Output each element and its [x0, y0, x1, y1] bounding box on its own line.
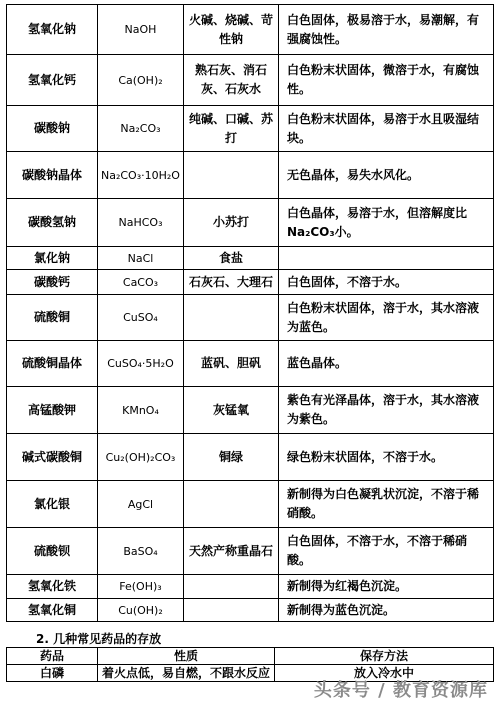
storage-header-row: [7, 648, 494, 665]
chemical-formula: BaSO₄: [98, 528, 184, 575]
table-row: [7, 528, 494, 575]
chemical-name: 高锰酸钾: [7, 387, 98, 434]
chemical-name: 碳酸钙: [7, 270, 98, 295]
properties: 新制得为红褐色沉淀。: [278, 575, 493, 599]
chemical-formula: Ca(OH)₂: [98, 55, 184, 106]
chemical-formula: Cu₂(OH)₂CO₃: [98, 434, 184, 481]
table-row: [7, 270, 494, 295]
properties: 新制得为蓝色沉淀。: [278, 599, 493, 622]
properties: [278, 247, 493, 270]
chemical-name: 氯化银: [7, 481, 98, 528]
chemical-name: 氢氧化钠: [7, 5, 98, 55]
table-row: [7, 434, 494, 481]
common-name: [183, 575, 278, 599]
chemical-name: 氢氧化铜: [7, 599, 98, 622]
common-name: 纯碱、口碱、苏打: [183, 106, 278, 152]
table-row: [7, 152, 494, 199]
common-name: [183, 481, 278, 528]
properties: 白色粉末状固体，溶于水，其水溶液为蓝色。: [278, 295, 493, 341]
table-row: [7, 295, 494, 341]
chemical-name: 硫酸铜晶体: [7, 341, 98, 387]
common-name: 天然产称重晶石: [183, 528, 278, 575]
common-name: 熟石灰、消石灰、石灰水: [183, 55, 278, 106]
chemical-formula: CuSO₄·5H₂O: [98, 341, 184, 387]
chemical-formula: KMnO₄: [98, 387, 184, 434]
watermark: 头条号 / 教育资源库: [313, 680, 488, 701]
chemical-formula: AgCl: [98, 481, 184, 528]
chemical-formula: Cu(OH)₂: [98, 599, 184, 622]
table-row: [7, 387, 494, 434]
chemical-formula: Na₂CO₃: [98, 106, 184, 152]
common-name: [183, 152, 278, 199]
table-row: [7, 55, 494, 106]
chemical-name: 氯化钠: [7, 247, 98, 270]
chemical-name: 硫酸铜: [7, 295, 98, 341]
table-row: [7, 341, 494, 387]
properties: 白色固体，不溶于水。: [278, 270, 493, 295]
properties: 白色粉末状固体，微溶于水，有腐蚀性。: [278, 55, 493, 106]
properties: 紫色有光泽晶体，溶于水，其水溶液为紫色。: [278, 387, 493, 434]
chemical-formula: NaHCO₃: [98, 199, 184, 247]
table-row: [7, 575, 494, 599]
properties: 蓝色晶体。: [278, 341, 493, 387]
properties: 无色晶体，易失水风化。: [278, 152, 493, 199]
common-name: 火碱、烧碱、苛性钠: [183, 5, 278, 55]
table-row: [7, 481, 494, 528]
storage-property: 着火点低，易自燃，不跟水反应: [98, 665, 275, 682]
header-storage-method: 保存方法: [275, 648, 494, 665]
properties: 白色固体，不溶于水，不溶于稀硝酸。: [278, 528, 493, 575]
chemical-formula: Fe(OH)₃: [98, 575, 184, 599]
chemical-formula: CuSO₄: [98, 295, 184, 341]
chemical-formula: Na₂CO₃·10H₂O: [98, 152, 184, 199]
common-name: 食盐: [183, 247, 278, 270]
chemical-name: 碳酸钠: [7, 106, 98, 152]
properties: 绿色粉末状固体，不溶于水。: [278, 434, 493, 481]
chemical-name: 碳酸钠晶体: [7, 152, 98, 199]
chemical-name: 硫酸钡: [7, 528, 98, 575]
header-property: 性质: [98, 648, 275, 665]
common-name: [183, 295, 278, 341]
table-row: [7, 106, 494, 152]
chemical-formula: NaCl: [98, 247, 184, 270]
table-row: [7, 599, 494, 622]
properties: 白色晶体，易溶于水，但溶解度比Na₂CO₃小。: [278, 199, 493, 247]
chemical-formula: CaCO₃: [98, 270, 184, 295]
storage-drug: 白磷: [7, 665, 98, 682]
header-drug: 药品: [7, 648, 98, 665]
chemical-name: 碳酸氢钠: [7, 199, 98, 247]
chemical-name: 氢氧化铁: [7, 575, 98, 599]
properties: 新制得为白色凝乳状沉淀，不溶于稀硝酸。: [278, 481, 493, 528]
properties: 白色固体，极易溶于水，易潮解，有强腐蚀性。: [278, 5, 493, 55]
table-row: [7, 199, 494, 247]
common-name: 蓝矾、胆矾: [183, 341, 278, 387]
table-row: [7, 5, 494, 55]
storage-method: 放入冷水中: [275, 665, 494, 682]
chemicals-table: [6, 4, 494, 622]
section-title: 2. 几种常见药品的存放: [36, 632, 162, 646]
common-name: 小苏打: [183, 199, 278, 247]
chemical-name: 碱式碳酸铜: [7, 434, 98, 481]
chemical-formula: NaOH: [98, 5, 184, 55]
common-name: 石灰石、大理石: [183, 270, 278, 295]
common-name: 灰锰氧: [183, 387, 278, 434]
chemical-name: 氢氧化钙: [7, 55, 98, 106]
common-name: 铜绿: [183, 434, 278, 481]
common-name: [183, 599, 278, 622]
table-row: [7, 247, 494, 270]
properties: 白色粉末状固体，易溶于水且吸湿结块。: [278, 106, 493, 152]
